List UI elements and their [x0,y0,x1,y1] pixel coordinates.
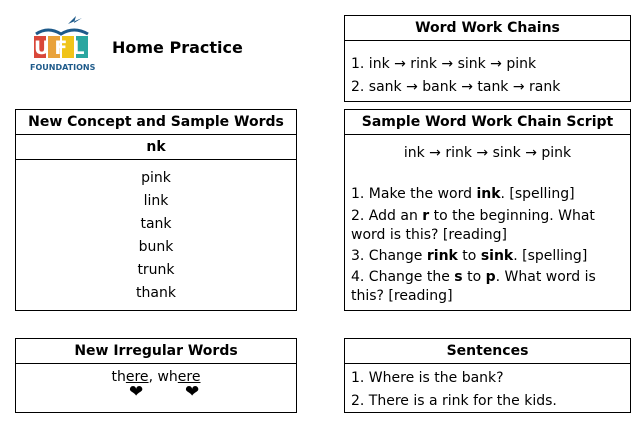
step-bold: s [454,269,463,285]
script-step-4-cont: this? [reading] [351,288,453,304]
step-text: to [462,269,486,285]
logo-bottom-text: FOUNDATIONS [30,63,96,72]
word-work-chains-title: Word Work Chains [345,16,630,41]
ufli-logo [30,10,102,78]
step-bold: r [422,208,430,224]
irregular-words-line [16,369,296,385]
script-step-2-cont: word is this? [reading] [351,227,508,243]
heart-icon: ❤ [185,382,200,402]
sample-word: tank [140,216,172,232]
script-title: Sample Word Work Chain Script [345,110,630,135]
heart-icon: ❤ [129,382,144,402]
script-step-1 [351,186,575,202]
sample-word: thank [136,285,176,301]
word-work-chains-box [344,15,631,102]
script-step-3 [351,248,587,264]
irregular-words-title: New Irregular Words [16,339,296,364]
word-part: th [111,369,126,385]
sentences-title: Sentences [345,339,630,364]
concept-label: nk [16,135,296,160]
script-step-2 [351,208,595,224]
new-concept-box [15,109,297,311]
page-title: Home Practice [112,38,243,57]
chain-item: 2. sank → bank → tank → rank [351,79,561,95]
step-text: . What word is [495,269,596,285]
word-part: wh [157,369,178,385]
sample-word: bunk [138,239,174,255]
sentence-item: 2. There is a rink for the kids. [351,393,557,409]
step-text: . [spelling] [513,248,588,264]
heart-part: ere [125,369,149,385]
step-bold: rink [426,248,458,264]
script-chain: ink → rink → sink → pink [403,145,572,161]
step-text: 4. Change the [351,269,455,285]
heart-part: ere [177,369,201,385]
chain-item: 1. ink → rink → sink → pink [351,56,537,72]
logo-top-text: UFLI [34,37,102,59]
script-step-4 [351,269,596,285]
step-text: 3. Change [351,248,427,264]
word-separator: , [148,369,158,385]
sentence-item: 1. Where is the bank? [351,370,504,386]
step-text: 1. Make the word [351,186,477,202]
sentences-box [344,338,631,413]
step-text: to the beginning. What [429,208,595,224]
script-box [344,109,631,311]
irregular-words-box [15,338,297,413]
sample-words-list [16,167,296,305]
step-bold: sink [480,248,514,264]
sample-word: pink [141,170,171,186]
sample-word: trunk [137,262,175,278]
step-text: 2. Add an [351,208,423,224]
sample-word: link [143,193,169,209]
step-bold: ink [476,186,501,202]
step-text: . [spelling] [500,186,575,202]
step-bold: p [485,269,496,285]
new-concept-title: New Concept and Sample Words [16,110,296,135]
step-text: to [457,248,481,264]
